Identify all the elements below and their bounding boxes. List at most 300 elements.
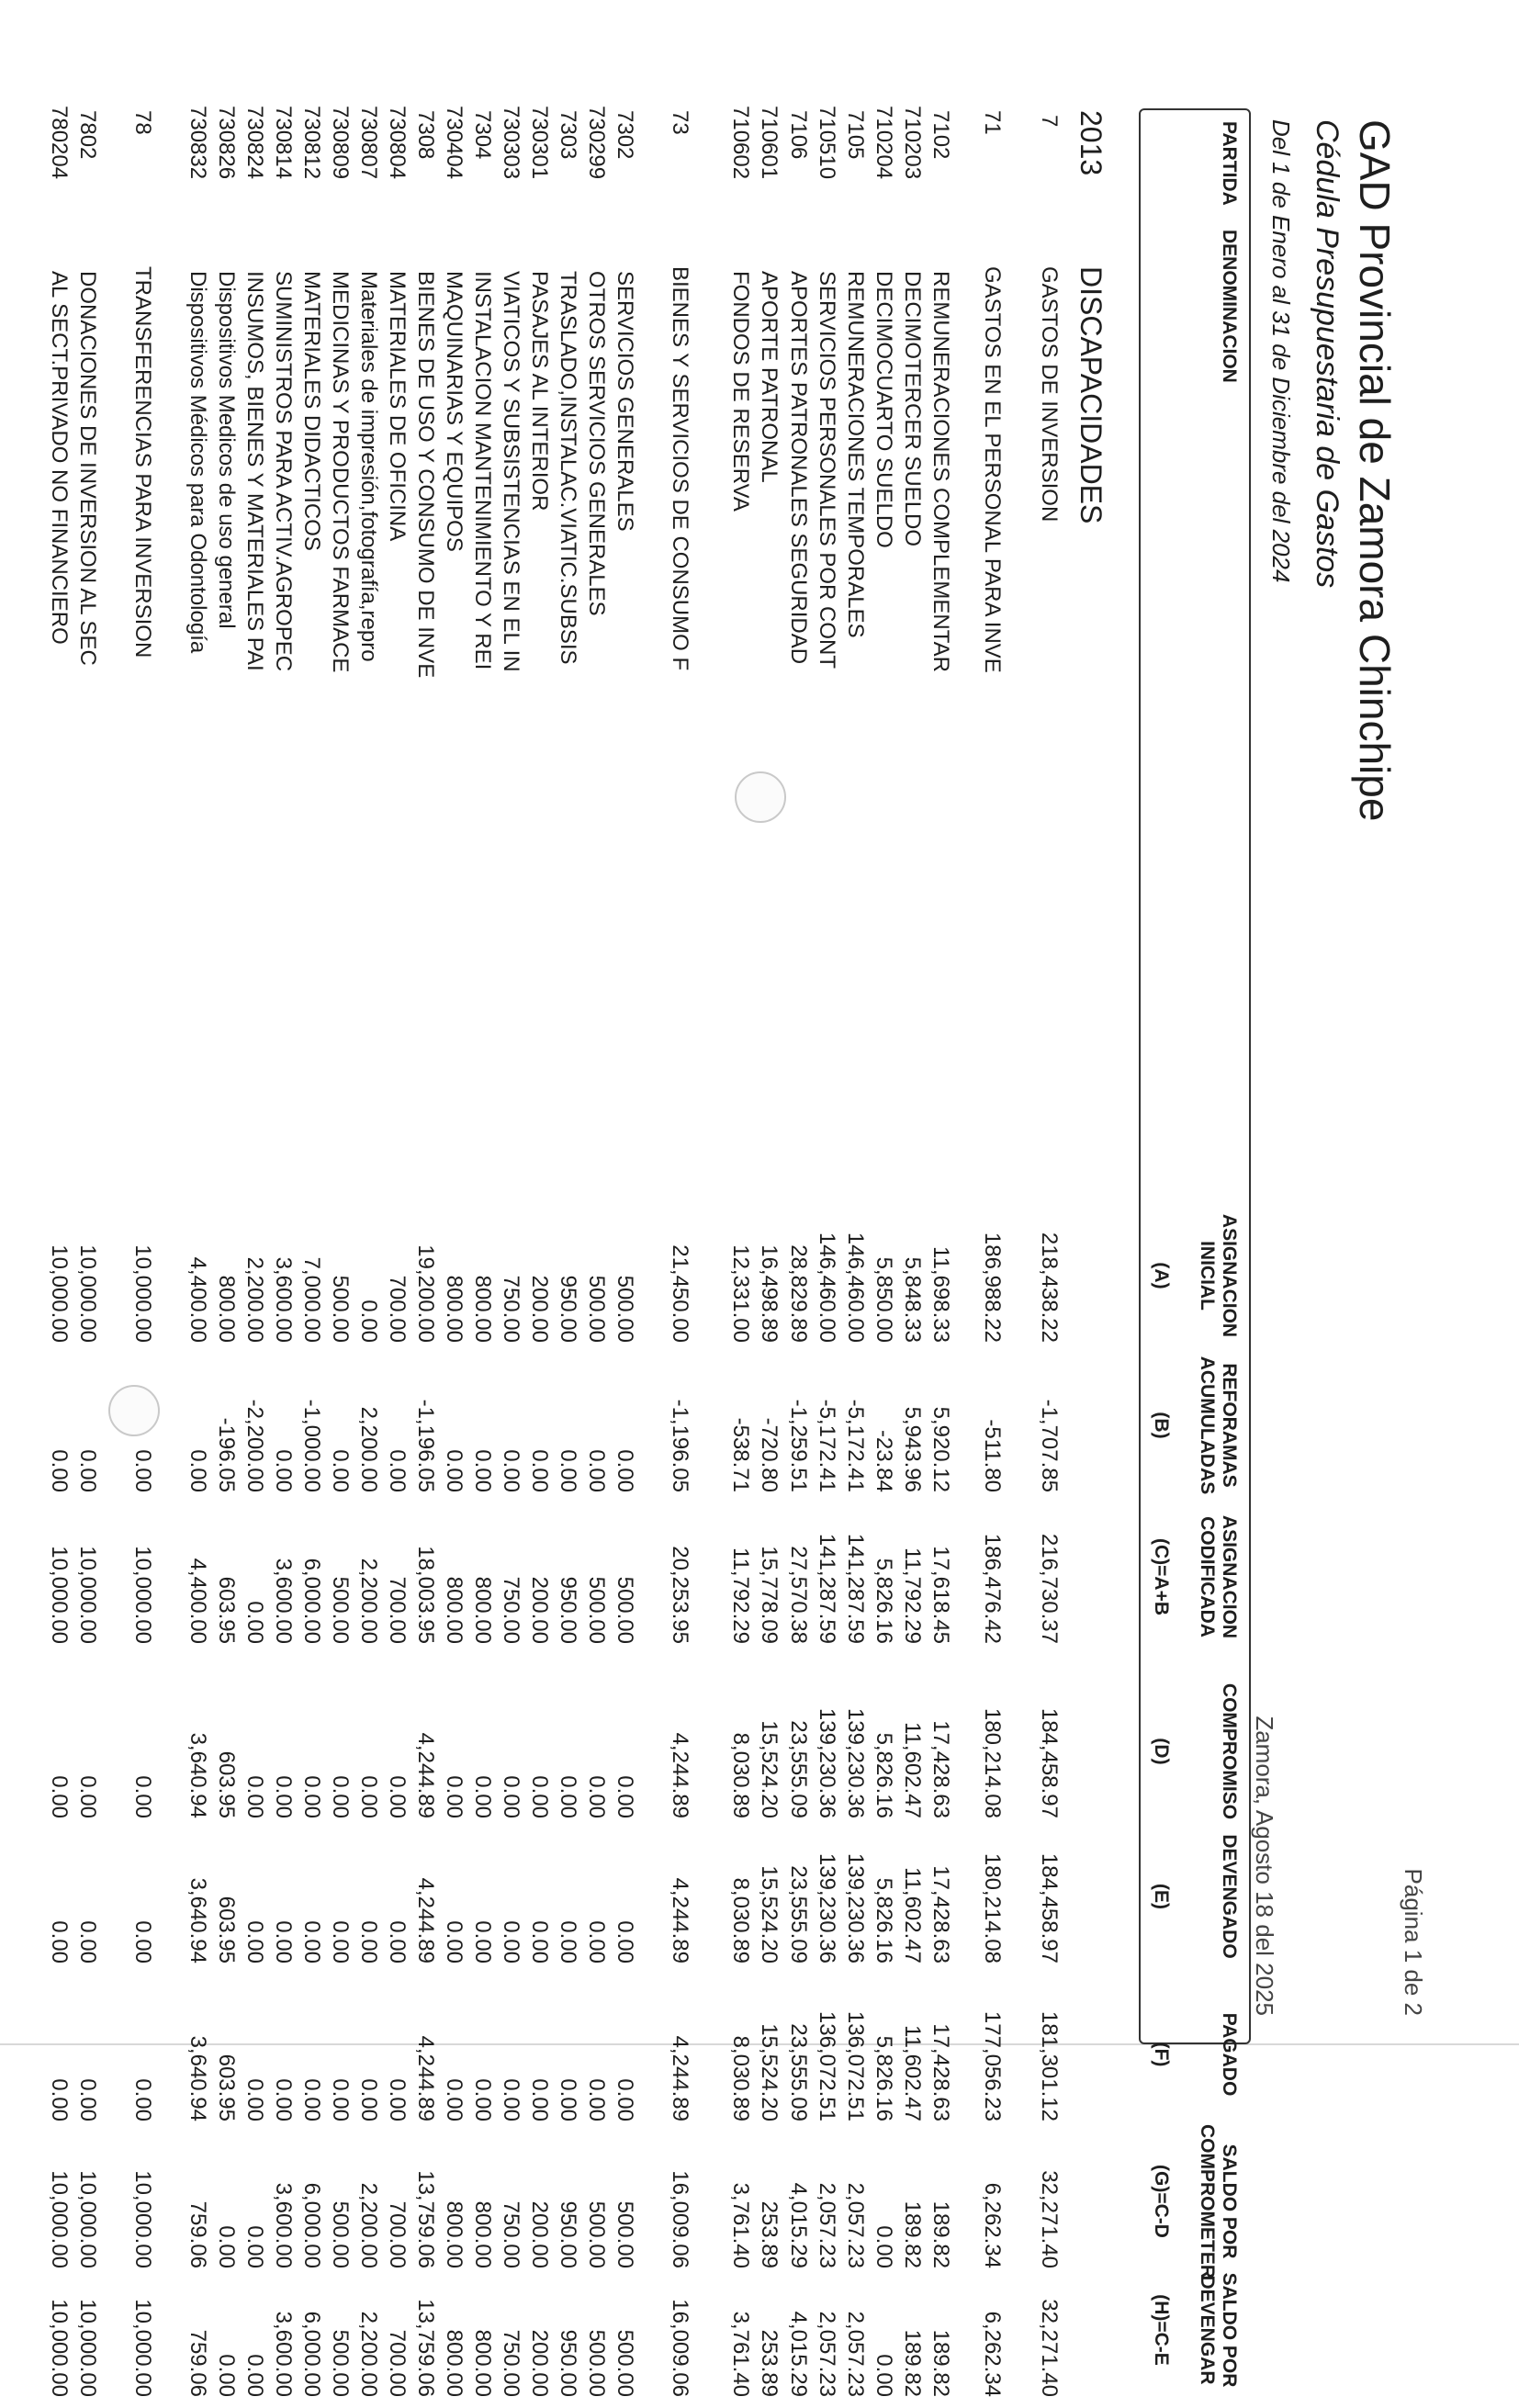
amount-cell: 10,000.00	[47, 2299, 72, 2397]
header-label-line1: SALDO POR	[1219, 2272, 1240, 2388]
amount-cell: 184,458.97	[1037, 1707, 1062, 1818]
amount-cell: 6,000.00	[299, 2311, 324, 2397]
amount-cell: 800.00	[214, 1275, 239, 1343]
amount-cell: 0.00	[556, 1775, 580, 1818]
table-row	[73, 0, 100, 2397]
amount-cell: 950.00	[556, 2329, 580, 2397]
amount-cell: 0.00	[385, 1775, 410, 1818]
amount-cell: 11,698.33	[928, 1246, 953, 1343]
amount-cell: 0.00	[299, 2078, 324, 2121]
amount-cell: 759.06	[186, 2200, 210, 2268]
amount-cell: 17,618.45	[928, 1546, 953, 1644]
table-row	[382, 0, 410, 2397]
amount-cell: 0.00	[584, 1920, 609, 1964]
amount-cell: 0.00	[470, 1449, 495, 1492]
table-row	[467, 0, 495, 2397]
amount-cell: 136,072.51	[843, 2010, 868, 2121]
amount-cell: 0.00	[242, 2078, 267, 2121]
amount-cell: 141,287.59	[843, 1533, 868, 1644]
amount-cell: 0.00	[130, 2078, 155, 2121]
amount-cell: 189.82	[900, 2200, 925, 2268]
amount-cell: 750.00	[499, 1275, 523, 1343]
amount-cell: 500.00	[328, 2200, 353, 2268]
amount-cell: 23,555.09	[786, 2023, 811, 2121]
denominacion-text: DECIMOTERCER SUELDO	[900, 271, 925, 547]
amount-cell: 0.00	[385, 2078, 410, 2121]
partida-code: 730404	[442, 106, 467, 180]
amount-cell: 0.00	[613, 2078, 637, 2121]
amount-cell: 6,000.00	[299, 2182, 324, 2268]
amount-cell: 10,000.00	[75, 2299, 100, 2397]
amount-cell: 750.00	[499, 2329, 523, 2397]
amount-cell: 28,829.89	[786, 1244, 811, 1343]
amount-cell: 0.00	[356, 1775, 381, 1818]
amount-cell: 0.00	[242, 1920, 267, 1964]
amount-cell: 0.00	[584, 1775, 609, 1818]
amount-cell: 0.00	[527, 1775, 552, 1818]
amount-cell: 136,072.51	[815, 2010, 839, 2121]
amount-cell: 5,826.16	[872, 2035, 896, 2121]
amount-cell: 500.00	[584, 1275, 609, 1343]
amount-cell: 10,000.00	[47, 1244, 72, 1343]
amount-cell: 10,000.00	[130, 1546, 155, 1644]
header-label-line1: ASIGNACION	[1219, 1213, 1240, 1338]
header-label-line1: DEVENGADO	[1219, 1834, 1240, 1959]
amount-cell: -1,259.51	[786, 1399, 811, 1492]
denominacion-text: REMUNERACIONES TEMPORALES	[843, 271, 868, 638]
amount-cell: 950.00	[556, 1275, 580, 1343]
partida-code: 73	[668, 110, 692, 135]
partida-code: 7102	[928, 110, 953, 160]
amount-cell: 603.95	[214, 1576, 239, 1644]
amount-cell: 10,000.00	[75, 2170, 100, 2268]
amount-cell: 8,030.89	[728, 1732, 753, 1818]
partida-code: 730824	[242, 106, 267, 180]
amount-cell: 189.82	[928, 2329, 953, 2397]
partida-code: 780204	[47, 106, 72, 180]
header-column-formula: (F)	[1151, 2042, 1172, 2067]
amount-cell: 177,056.23	[980, 2010, 1005, 2121]
amount-cell: 800.00	[470, 2329, 495, 2397]
amount-cell: 500.00	[613, 1576, 637, 1644]
table-row	[783, 0, 811, 2397]
amount-cell: 0.00	[470, 1920, 495, 1964]
amount-cell: 0.00	[470, 2078, 495, 2121]
amount-cell: 0.00	[47, 1920, 72, 1964]
amount-cell: 0.00	[442, 1775, 467, 1818]
amount-cell: 0.00	[328, 1920, 353, 1964]
table-row	[754, 0, 782, 2397]
partida-code: 78	[130, 110, 155, 135]
amount-cell: 800.00	[442, 1576, 467, 1644]
amount-cell: 0.00	[584, 2078, 609, 2121]
amount-cell: 23,555.09	[786, 1865, 811, 1964]
amount-cell: 5,826.16	[872, 1877, 896, 1964]
amount-cell: 0.00	[872, 2354, 896, 2397]
amount-cell: 10,000.00	[130, 2170, 155, 2268]
amount-cell: 3,600.00	[271, 1256, 296, 1343]
amount-cell: 0.00	[613, 1920, 637, 1964]
denominacion-text: AL SECT.PRIVADO NO FINANCIERO	[47, 271, 72, 645]
amount-cell: 189.82	[928, 2200, 953, 2268]
header-label-line2: ACUMULADAS	[1197, 1356, 1218, 1495]
amount-cell: 0.00	[214, 2354, 239, 2397]
amount-cell: 0.00	[584, 1449, 609, 1492]
amount-cell: 500.00	[328, 1275, 353, 1343]
amount-cell: 500.00	[584, 2200, 609, 2268]
table-row	[240, 0, 267, 2397]
amount-cell: 2,057.23	[843, 2311, 868, 2397]
amount-cell: 4,244.89	[668, 1732, 692, 1818]
partida-code: 710602	[728, 106, 753, 180]
amount-cell: 10,000.00	[75, 1546, 100, 1644]
amount-cell: -2,200.00	[242, 1399, 267, 1492]
table-row	[411, 0, 438, 2397]
amount-cell: 700.00	[385, 2200, 410, 2268]
amount-cell: 0.00	[75, 1449, 100, 1492]
denominacion-text: TRASLADO,INSTALAC.VIATIC.SUBSIS	[556, 271, 580, 665]
amount-cell: 759.06	[186, 2329, 210, 2397]
table-row	[869, 0, 896, 2397]
amount-cell: 4,015.29	[786, 2311, 811, 2397]
denominacion-text: MATERIALES DIDACTICOS	[299, 271, 324, 551]
amount-cell: 2,057.23	[843, 2182, 868, 2268]
amount-cell: 0.00	[130, 1775, 155, 1818]
amount-cell: 0.00	[299, 1920, 324, 1964]
amount-cell: 8,030.89	[728, 1877, 753, 1964]
amount-cell: 2,057.23	[815, 2311, 839, 2397]
denominacion-text: REMUNERACIONES COMPLEMENTAR	[928, 271, 953, 672]
amount-cell: 3,600.00	[271, 1558, 296, 1644]
amount-cell: 19,200.00	[413, 1244, 438, 1343]
amount-cell: 139,230.36	[843, 1852, 868, 1964]
amount-cell: 0.00	[385, 1920, 410, 1964]
amount-cell: 3,640.94	[186, 2035, 210, 2121]
amount-cell: 11,602.47	[900, 1722, 925, 1818]
amount-cell: 0.00	[356, 2078, 381, 2121]
amount-cell: 5,920.12	[928, 1406, 953, 1492]
table-row	[354, 0, 381, 2397]
report-period: Del 1 de Enero al 31 de Diciembre del 2024	[1267, 119, 1295, 583]
amount-cell: 4,244.89	[413, 2035, 438, 2121]
amount-cell: 0.00	[872, 2225, 896, 2268]
table-header	[1139, 108, 1251, 2388]
header-label-line1: COMPROMISO	[1219, 1682, 1240, 1820]
amount-cell: 0.00	[299, 1775, 324, 1818]
amount-cell: 15,524.20	[757, 1720, 782, 1818]
partida-code: 710510	[815, 106, 839, 180]
amount-cell: 0.00	[499, 1449, 523, 1492]
amount-cell: 0.00	[47, 1775, 72, 1818]
partida-code: 7304	[470, 110, 495, 160]
amount-cell: 2,200.00	[356, 2311, 381, 2397]
partida-code: 7802	[75, 110, 100, 160]
header-column-3	[1196, 1499, 1240, 1655]
amount-cell: 0.00	[130, 1920, 155, 1964]
table-row	[183, 0, 210, 2397]
amount-cell: 141,287.59	[815, 1533, 839, 1644]
partida-code: 730299	[584, 106, 609, 180]
table-row	[897, 0, 925, 2397]
amount-cell: 139,230.36	[815, 1852, 839, 1964]
amount-cell: 3,761.40	[728, 2311, 753, 2397]
amount-cell: 500.00	[613, 2200, 637, 2268]
partida-code: 710601	[757, 106, 782, 180]
table-row	[665, 0, 692, 2397]
amount-cell: 3,600.00	[271, 2311, 296, 2397]
amount-cell: 10,000.00	[130, 2299, 155, 2397]
table-row	[610, 0, 637, 2397]
amount-cell: 7,000.00	[299, 1256, 324, 1343]
amount-cell: 800.00	[442, 2200, 467, 2268]
table-row	[128, 0, 155, 2397]
amount-cell: 0.00	[75, 1920, 100, 1964]
amount-cell: 5,943.96	[900, 1406, 925, 1492]
amount-cell: 17,428.63	[928, 2023, 953, 2121]
amount-cell: 180,214.08	[980, 1707, 1005, 1818]
amount-cell: 3,640.94	[186, 1877, 210, 1964]
amount-cell: 0.00	[271, 1775, 296, 1818]
amount-cell: 253.89	[757, 2200, 782, 2268]
table-row	[211, 0, 239, 2397]
amount-cell: 5,848.33	[900, 1256, 925, 1343]
amount-cell: 4,244.89	[413, 1877, 438, 1964]
header-column-formula: (E)	[1151, 1884, 1172, 1909]
partida-code: 710203	[900, 106, 925, 180]
denominacion-text: TRANSFERENCIAS PARA INVERSION	[130, 266, 155, 658]
partida-code: 7302	[613, 110, 637, 160]
amount-cell: 10,000.00	[130, 1244, 155, 1343]
header-column-formula: (G)=C-D	[1151, 2165, 1172, 2238]
denominacion-text: SUMINISTROS PARA ACTIV.AGROPEC	[271, 271, 296, 672]
amount-cell: 23,555.09	[786, 1720, 811, 1818]
amount-cell: 189.82	[900, 2329, 925, 2397]
amount-cell: 0.00	[214, 2225, 239, 2268]
denominacion-text: INSTALACION MANTENIMIENTO Y REI	[470, 271, 495, 670]
amount-cell: -1,707.85	[1037, 1399, 1062, 1492]
header-label-line2: COMPROMETER	[1197, 2124, 1218, 2279]
partida-code: 730832	[186, 106, 210, 180]
header-label-line2: CODIFICADA	[1197, 1516, 1218, 1637]
header-column-8	[1196, 2252, 1240, 2408]
amount-cell: 0.00	[271, 2078, 296, 2121]
denominacion-text: DISCAPACIDADES	[1075, 266, 1108, 524]
amount-cell: 0.00	[242, 1775, 267, 1818]
amount-cell: 0.00	[242, 1601, 267, 1644]
denominacion-text: VIATICOS Y SUBSISTENCIAS EN EL IN	[499, 271, 523, 672]
amount-cell: 17,428.63	[928, 1720, 953, 1818]
amount-cell: 186,476.42	[980, 1533, 1005, 1644]
amount-cell: 700.00	[385, 1275, 410, 1343]
denominacion-text: MAQUINARIAS Y EQUIPOS	[442, 271, 467, 552]
amount-cell: 800.00	[470, 1275, 495, 1343]
amount-cell: -1,000.00	[299, 1399, 324, 1492]
amount-cell: 6,262.34	[980, 2182, 1005, 2268]
header-label-line2: INICIAL	[1197, 1241, 1218, 1311]
amount-cell: 500.00	[328, 1576, 353, 1644]
amount-cell: 0.00	[242, 2354, 267, 2397]
amount-cell: 0.00	[75, 2078, 100, 2121]
amount-cell: 0.00	[186, 1449, 210, 1492]
amount-cell: 700.00	[385, 2329, 410, 2397]
header-column-formula: (A)	[1151, 1262, 1172, 1289]
partida-code: 7	[1037, 115, 1062, 128]
amount-cell: 0.00	[556, 1449, 580, 1492]
header-column-formula: (B)	[1151, 1412, 1172, 1439]
denominacion-text: DECIMOCUARTO SUELDO	[872, 271, 896, 548]
denominacion-text: Dispositivos Médicos para Odontología	[186, 271, 210, 654]
table-row	[977, 0, 1005, 2397]
amount-cell: -538.71	[728, 1417, 753, 1492]
amount-cell: 200.00	[527, 2200, 552, 2268]
amount-cell: 16,009.06	[668, 2170, 692, 2268]
denominacion-text: PASAJES AL INTERIOR	[527, 271, 552, 512]
header-denominacion: DENOMINACION	[1219, 230, 1240, 383]
partida-code: 7106	[786, 110, 811, 160]
amount-cell: 146,460.00	[843, 1232, 868, 1343]
partida-code: 7303	[556, 110, 580, 160]
amount-cell: 603.95	[214, 2054, 239, 2121]
place-date: Zamora, Agosto 18 del 2025	[1251, 1716, 1278, 2016]
amount-cell: 181,301.12	[1037, 2010, 1062, 2121]
header-column-6	[1218, 1976, 1240, 2132]
amount-cell: 0.00	[499, 1775, 523, 1818]
amount-cell: 17,428.63	[928, 1865, 953, 1964]
denominacion-text: APORTES PATRONALES SEGURIDAD	[786, 271, 811, 665]
partida-code: 71	[980, 110, 1005, 135]
header-label-line1: PAGADO	[1219, 2012, 1240, 2097]
amount-cell: 0.00	[527, 2078, 552, 2121]
amount-cell: -196.05	[214, 1417, 239, 1492]
amount-cell: 5,826.16	[872, 1732, 896, 1818]
table-row	[812, 0, 839, 2397]
partida-code: 710204	[872, 106, 896, 180]
table-row	[496, 0, 523, 2397]
amount-cell: 10,000.00	[75, 1244, 100, 1343]
partida-code: 730812	[299, 106, 324, 180]
amount-cell: 11,602.47	[900, 1867, 925, 1964]
amount-cell: 6,000.00	[299, 1558, 324, 1644]
denominacion-text: MATERIALES DE OFICINA	[385, 271, 410, 542]
amount-cell: 0.00	[613, 1449, 637, 1492]
amount-cell: 950.00	[556, 1576, 580, 1644]
amount-cell: 603.95	[214, 1750, 239, 1818]
amount-cell: 216,730.37	[1037, 1533, 1062, 1644]
amount-cell: 0.00	[328, 2078, 353, 2121]
amount-cell: 4,244.89	[668, 1877, 692, 1964]
amount-cell: 603.95	[214, 1896, 239, 1964]
amount-cell: 700.00	[385, 1576, 410, 1644]
denominacion-text: FONDOS DE RESERVA	[728, 271, 753, 512]
amount-cell: 139,230.36	[815, 1707, 839, 1818]
amount-cell: 2,200.00	[356, 1406, 381, 1492]
amount-cell: 146,460.00	[815, 1232, 839, 1343]
amount-cell: 0.00	[271, 1920, 296, 1964]
amount-cell: 184,458.97	[1037, 1852, 1062, 1964]
amount-cell: 950.00	[556, 2200, 580, 2268]
report-title: Cédula Presupuestaria de Gastos	[1310, 119, 1345, 589]
amount-cell: 253.89	[757, 2329, 782, 2397]
header-label-line2: DEVENGAR	[1197, 2275, 1218, 2385]
table-row	[44, 0, 72, 2397]
amount-cell: 5,826.16	[872, 1558, 896, 1644]
header-column-formula: (D)	[1151, 1738, 1172, 1765]
amount-cell: 0.00	[385, 1449, 410, 1492]
amount-cell: -5,172.41	[815, 1399, 839, 1492]
amount-cell: 12,331.00	[728, 1244, 753, 1343]
amount-cell: 500.00	[328, 2329, 353, 2397]
table-row	[268, 0, 296, 2397]
org-title: GAD Provincial de Zamora Chinchipe	[1351, 119, 1399, 822]
amount-cell: 10,000.00	[47, 1546, 72, 1644]
denominacion-text: MEDICINAS Y PRODUCTOS FARMACE	[328, 271, 353, 673]
amount-cell: 0.00	[271, 1449, 296, 1492]
amount-cell: 800.00	[470, 2200, 495, 2268]
amount-cell: 750.00	[499, 2200, 523, 2268]
partida-code: 730809	[328, 106, 353, 180]
amount-cell: 0.00	[47, 1449, 72, 1492]
amount-cell: 21,450.00	[668, 1244, 692, 1343]
table-row	[297, 0, 324, 2397]
amount-cell: 11,792.29	[900, 1547, 925, 1644]
amount-cell: 750.00	[499, 1576, 523, 1644]
amount-cell: 4,400.00	[186, 1558, 210, 1644]
table-row	[581, 0, 609, 2397]
amount-cell: -1,196.05	[668, 1399, 692, 1492]
amount-cell: 0.00	[328, 1449, 353, 1492]
amount-cell: 13,759.06	[413, 2170, 438, 2268]
denominacion-text: GASTOS DE INVERSION	[1037, 266, 1062, 523]
amount-cell: 186,988.22	[980, 1232, 1005, 1343]
table-row	[1075, 0, 1108, 2149]
table-row	[524, 0, 552, 2397]
amount-cell: 18,003.95	[413, 1546, 438, 1644]
amount-cell: 200.00	[527, 2329, 552, 2397]
amount-cell: 0.00	[556, 2078, 580, 2121]
partida-code: 2013	[1075, 110, 1108, 176]
amount-cell: 15,524.20	[757, 1865, 782, 1964]
amount-cell: 8,030.89	[728, 2035, 753, 2121]
denominacion-text: SERVICIOS GENERALES	[613, 271, 637, 532]
amount-cell: 0.00	[130, 1449, 155, 1492]
amount-cell: 4,244.89	[668, 2035, 692, 2121]
amount-cell: 0.00	[442, 2078, 467, 2121]
amount-cell: 0.00	[442, 1449, 467, 1492]
partida-code: 730826	[214, 106, 239, 180]
denominacion-text: Materiales de impresión,fotografía,repro	[356, 271, 381, 662]
header-label-line1: REFORAMAS	[1219, 1363, 1240, 1488]
amount-cell: 0.00	[356, 1300, 381, 1343]
amount-cell: -511.80	[980, 1419, 1005, 1492]
page-number: Página 1 de 2	[1400, 1868, 1427, 2016]
amount-cell: 2,200.00	[356, 1558, 381, 1644]
amount-cell: -720.80	[757, 1417, 782, 1492]
amount-cell: 0.00	[556, 1920, 580, 1964]
amount-cell: 3,640.94	[186, 1732, 210, 1818]
amount-cell: 0.00	[242, 2225, 267, 2268]
partida-code: 7308	[413, 110, 438, 160]
amount-cell: 13,759.06	[413, 2299, 438, 2397]
amount-cell: 11,792.29	[728, 1547, 753, 1644]
table-row	[439, 0, 467, 2397]
table-row	[840, 0, 868, 2397]
denominacion-text: Dispositivos Medicos de uso general	[214, 271, 239, 629]
amount-cell: 16,009.06	[668, 2299, 692, 2397]
amount-cell: 800.00	[442, 1275, 467, 1343]
amount-cell: 4,015.29	[786, 2182, 811, 2268]
table-row	[1034, 0, 1062, 2397]
amount-cell: 218,438.22	[1037, 1232, 1062, 1343]
